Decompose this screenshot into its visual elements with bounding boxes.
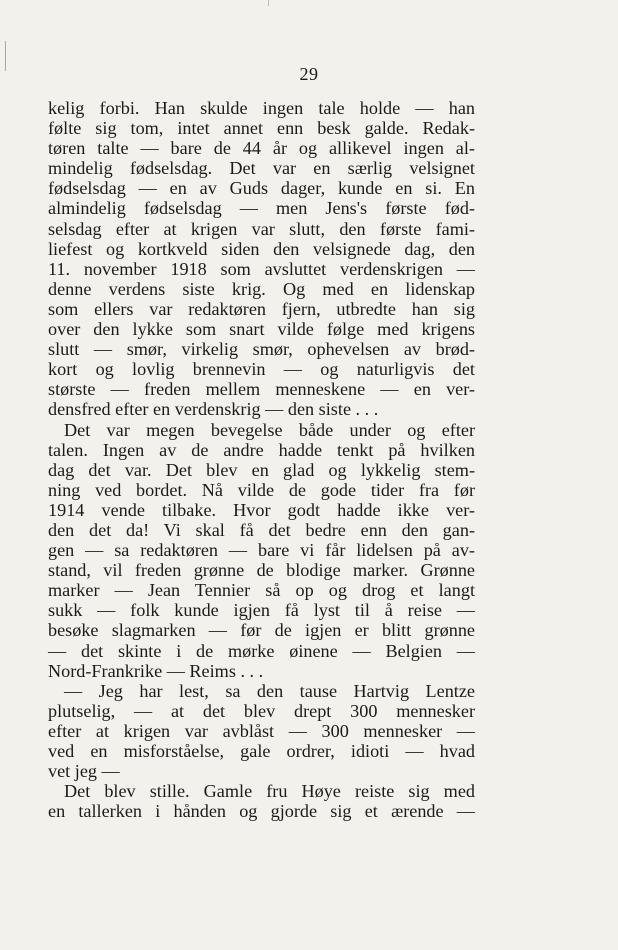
text-line: sukk — folk kunde igjen få lyst til å reise — xyxy=(48,600,475,621)
text-line: tøren talte — bare de 44 år og allikevel ingen al- xyxy=(48,138,475,159)
text-line: den det da! Vi skal få det bedre enn den gan- xyxy=(48,519,475,540)
text-line: stand, vil freden grønne de blodige marker. Grønne xyxy=(48,560,475,581)
text-line: gen — sa redaktøren — bare vi får lidelsen på av- xyxy=(48,540,475,561)
text-line: ved en misforståelse, gale ordrer, idioti — hvad xyxy=(48,741,475,761)
body-text xyxy=(48,98,475,821)
text-line: som ellers var redaktøren fjern, utbredte han sig xyxy=(48,298,475,319)
text-line: dag det var. Det blev en glad og lykkelig stem- xyxy=(48,459,475,480)
text-line: 11. november 1918 som avsluttet verdenskrigen — xyxy=(48,258,475,279)
text-line: kelig forbi. Han skulde ingen tale holde — han xyxy=(48,98,475,118)
text-line: Nord-Frankrike — Reims . . . xyxy=(48,660,264,681)
text-line: over den lykke som snart vilde følge med krigens xyxy=(48,319,475,340)
text-line: fødselsdag — en av Guds dager, kunde en si. En xyxy=(48,178,475,199)
text-line: vet jeg — xyxy=(48,761,120,782)
text-line: — Jeg har lest, sa den tause Hartvig Lentze xyxy=(64,680,475,701)
text-line: mindelig fødselsdag. Det var en særlig velsignet xyxy=(48,158,475,179)
text-line: liefest og kortkveld siden den velsignede dag, den xyxy=(48,238,475,259)
text-line: denne verdens siste krig. Og med en lidenskap xyxy=(48,278,475,299)
text-line: besøke slagmarken — før de igjen er blitt grønne xyxy=(48,620,475,641)
text-line: ning ved bordet. Nå vilde de gode tider fra før xyxy=(48,479,475,500)
scan-edge-mark xyxy=(268,0,269,6)
text-line: 1914 vende tilbake. Hvor godt hadde ikke ver- xyxy=(48,499,475,520)
text-line: plutselig, — at det blev drept 300 mennesker xyxy=(48,700,475,721)
text-line: slutt — smør, virkelig smør, ophevelsen av brød- xyxy=(48,339,475,360)
text-line: største — freden mellem menneskene — en ver- xyxy=(48,379,475,400)
text-line: følte sig tom, intet annet enn besk galde. Redak- xyxy=(48,118,475,139)
text-line: efter at krigen var avblåst — 300 mennesker — xyxy=(48,720,475,741)
text-line: almindelig fødselsdag — men Jens's første fød- xyxy=(48,198,475,219)
text-line: Det blev stille. Gamle fru Høye reiste sig med xyxy=(64,781,475,802)
text-line: densfred efter en verdenskrig — den siste . . . xyxy=(48,399,379,420)
text-line: — det skinte i de mørke øinene — Belgien — xyxy=(48,640,475,661)
text-line: kort og lovlig brennevin — og naturligvis det xyxy=(48,359,475,380)
text-line: Det var megen bevegelse både under og efter xyxy=(64,419,475,440)
text-line: en tallerken i hånden og gjorde sig et ærende — xyxy=(48,801,475,822)
text-line: marker — Jean Tennier så op og drog et langt xyxy=(48,580,475,601)
text-line: talen. Ingen av de andre hadde tenkt på hvilken xyxy=(48,439,475,460)
page-number: 29 xyxy=(299,64,319,84)
text-line: selsdag efter at krigen var slutt, den første fami- xyxy=(48,218,475,239)
